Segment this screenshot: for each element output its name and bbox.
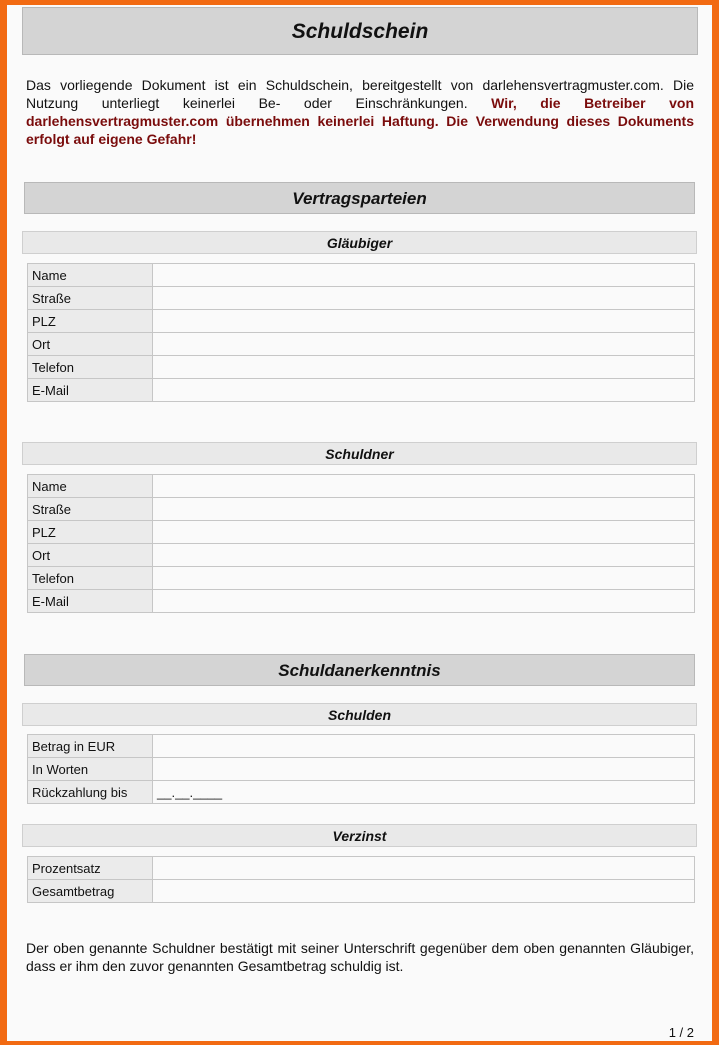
- table-row: [28, 287, 695, 310]
- table-row: [28, 498, 695, 521]
- debts-table: [27, 734, 695, 804]
- creditor-table: [27, 263, 695, 402]
- debtor-street-field[interactable]: [153, 498, 695, 521]
- subsection-heading-debts: Schulden: [22, 703, 697, 726]
- table-row: [28, 379, 695, 402]
- subsection-heading-creditor: Gläubiger: [22, 231, 697, 254]
- field-label: Straße: [28, 498, 153, 521]
- document-page: [7, 5, 712, 1041]
- debtor-city-field[interactable]: [153, 544, 695, 567]
- table-row: [28, 544, 695, 567]
- table-row: [28, 758, 695, 781]
- debtor-zip-field[interactable]: [153, 521, 695, 544]
- field-label: E-Mail: [28, 590, 153, 613]
- table-row: [28, 735, 695, 758]
- page-number: 1 / 2: [668, 1025, 694, 1040]
- field-label: Straße: [28, 287, 153, 310]
- subsection-heading-debtor: Schuldner: [22, 442, 697, 465]
- section-heading-parties: Vertragsparteien: [24, 182, 695, 214]
- field-label: Telefon: [28, 567, 153, 590]
- field-label: Telefon: [28, 356, 153, 379]
- table-row: [28, 356, 695, 379]
- field-label: Rückzahlung bis: [28, 781, 153, 804]
- table-row: [28, 781, 695, 804]
- table-row: [28, 857, 695, 880]
- field-label: Name: [28, 475, 153, 498]
- repayment-date-field[interactable]: __.__.____: [153, 781, 695, 804]
- field-label: Name: [28, 264, 153, 287]
- table-row: [28, 333, 695, 356]
- table-row: [28, 590, 695, 613]
- amount-eur-field[interactable]: [153, 735, 695, 758]
- table-row: [28, 880, 695, 903]
- intro-text: Das vorliegende Dokument ist ein Schuldschein, bereitgestellt von darlehensvertragmuster.com. Die Nutzung unterliegt keinerlei Be- oder Einschränkungen.: [26, 77, 694, 111]
- debtor-table: [27, 474, 695, 613]
- table-row: [28, 521, 695, 544]
- field-label: Ort: [28, 333, 153, 356]
- debtor-name-field[interactable]: [153, 475, 695, 498]
- field-label: Ort: [28, 544, 153, 567]
- table-row: [28, 310, 695, 333]
- field-label: In Worten: [28, 758, 153, 781]
- creditor-street-field[interactable]: [153, 287, 695, 310]
- creditor-email-field[interactable]: [153, 379, 695, 402]
- field-label: Betrag in EUR: [28, 735, 153, 758]
- interest-rate-field[interactable]: [153, 857, 695, 880]
- field-label: Gesamtbetrag: [28, 880, 153, 903]
- table-row: [28, 475, 695, 498]
- total-amount-field[interactable]: [153, 880, 695, 903]
- creditor-city-field[interactable]: [153, 333, 695, 356]
- debtor-phone-field[interactable]: [153, 567, 695, 590]
- creditor-zip-field[interactable]: [153, 310, 695, 333]
- closing-statement: Der oben genannte Schuldner bestätigt mit seiner Unterschrift gegenüber dem oben genannten Gläubiger, dass er ihm den zuvor genannten Gesamtbetrag schuldig ist.: [26, 940, 694, 974]
- field-label: PLZ: [28, 521, 153, 544]
- document-title: Schuldschein: [22, 7, 698, 55]
- creditor-phone-field[interactable]: [153, 356, 695, 379]
- subsection-heading-interest: Verzinst: [22, 824, 697, 847]
- debtor-email-field[interactable]: [153, 590, 695, 613]
- liability-warning: Wir, die Betreiber von darlehensvertragmuster.com übernehmen keinerlei Haftung. Die Verwendung dieses Dokuments erfolgt auf eigene Gefahr!: [26, 95, 694, 147]
- interest-table: [27, 856, 695, 903]
- intro-paragraph: [26, 76, 694, 148]
- amount-words-field[interactable]: [153, 758, 695, 781]
- table-row: [28, 567, 695, 590]
- field-label: PLZ: [28, 310, 153, 333]
- field-label: Prozentsatz: [28, 857, 153, 880]
- creditor-name-field[interactable]: [153, 264, 695, 287]
- field-label: E-Mail: [28, 379, 153, 402]
- section-heading-acknowledgement: Schuldanerkenntnis: [24, 654, 695, 686]
- table-row: [28, 264, 695, 287]
